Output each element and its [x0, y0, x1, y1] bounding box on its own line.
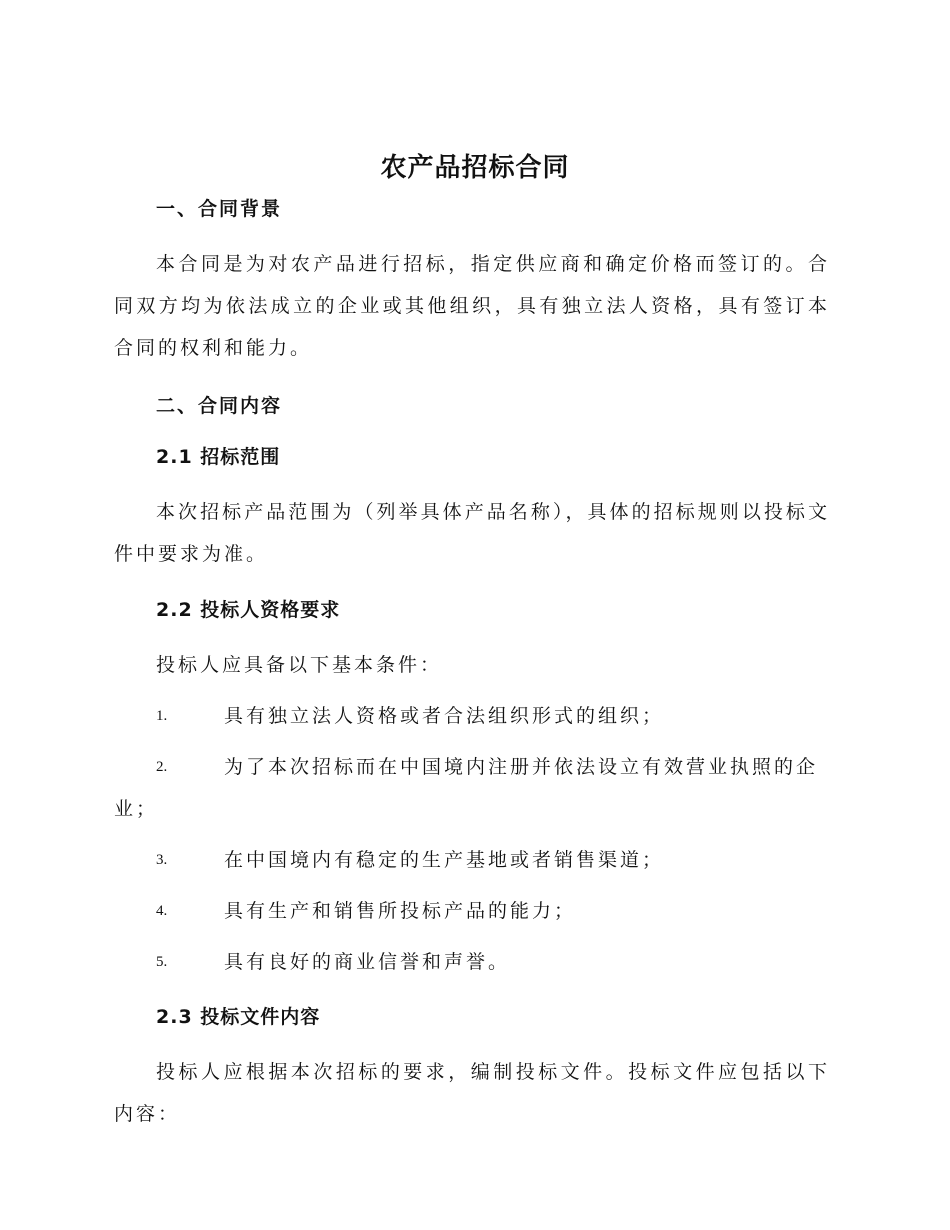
subsection-heading-scope: 2.1 招标范围	[156, 446, 281, 468]
list-item-text: 具有生产和销售所投标产品的能力；	[224, 900, 577, 922]
subsection-paragraph-scope: 本次招标产品范围为（列举具体产品名称），具体的招标规则以投标文件中要求为准。	[114, 501, 830, 565]
document-title: 农产品招标合同	[380, 153, 570, 183]
list-item-number: 1.	[156, 708, 168, 724]
list-item-number: 2.	[156, 759, 168, 775]
qualification-list	[114, 695, 830, 983]
list-item	[114, 890, 830, 932]
list-item-number: 5.	[156, 954, 168, 970]
document-body	[114, 192, 830, 1135]
list-item-number: 3.	[156, 852, 168, 868]
section-paragraph-background: 本合同是为对农产品进行招标，指定供应商和确定价格而签订的。合同双方均为依法成立的企业或其他组织，具有独立法人资格，具有签订本合同的权利和能力。	[114, 253, 830, 359]
subsection-heading-qualification: 2.2 投标人资格要求	[156, 599, 341, 621]
list-item	[114, 746, 830, 830]
qualification-intro: 投标人应具备以下基本条件：	[156, 654, 443, 676]
list-item-text: 具有独立法人资格或者合法组织形式的组织；	[224, 705, 665, 727]
list-item-text: 为了本次招标而在中国境内注册并依法设立有效营业执照的企业；	[114, 756, 819, 820]
list-item	[114, 839, 830, 881]
list-item	[114, 941, 830, 983]
section-heading-content: 二、合同内容	[156, 395, 283, 417]
list-item-text: 在中国境内有稳定的生产基地或者销售渠道；	[224, 849, 665, 871]
list-item-text: 具有良好的商业信誉和声誉。	[224, 951, 511, 973]
list-item	[114, 695, 830, 737]
list-item-number: 4.	[156, 903, 168, 919]
subsection-paragraph-bid-documents: 投标人应根据本次招标的要求，编制投标文件。投标文件应包括以下内容：	[114, 1061, 830, 1125]
section-heading-background: 一、合同背景	[156, 198, 283, 220]
subsection-heading-bid-documents: 2.3 投标文件内容	[156, 1006, 321, 1028]
